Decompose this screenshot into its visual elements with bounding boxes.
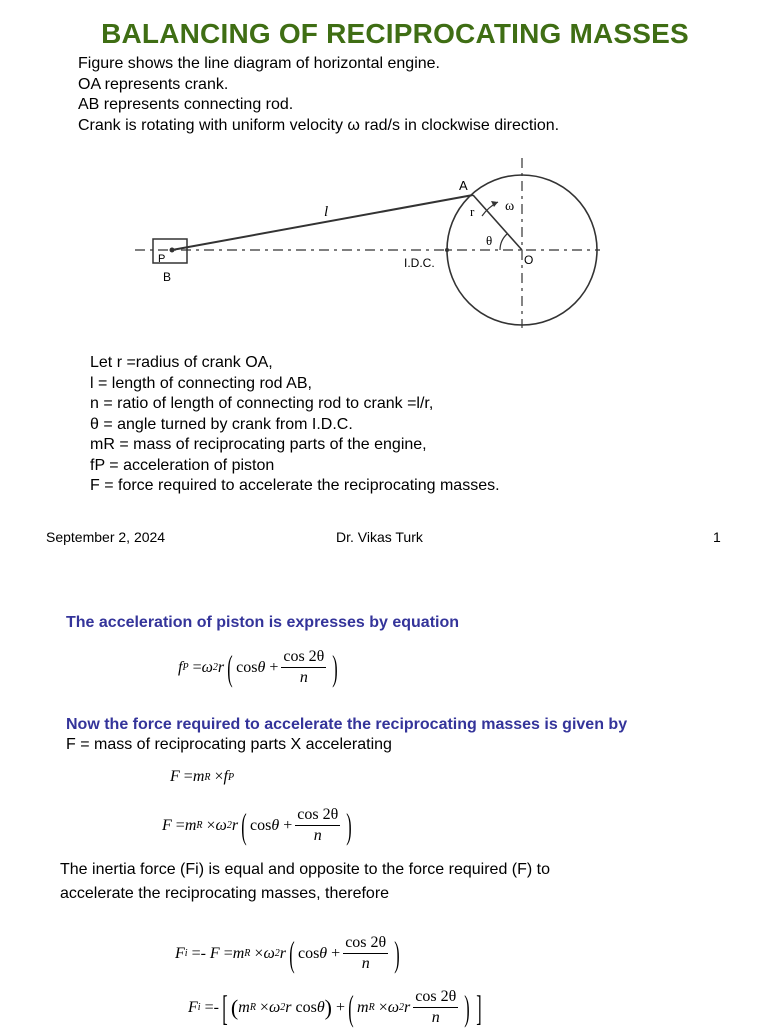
intro-line: Crank is rotating with uniform velocity ω rad/s in clockwise direction. — [78, 116, 560, 134]
label-b: B — [163, 270, 172, 284]
label-theta: θ — [486, 233, 493, 248]
definition-item: mR = mass of reciprocating parts of the engine, — [90, 436, 427, 453]
heading-force: Now the force required to accelerate the reciprocating masses is given by — [66, 716, 628, 733]
inertia-line-2: accelerate the reciprocating masses, therefore — [60, 885, 390, 902]
label-l: l — [324, 204, 329, 220]
label-a: A — [459, 178, 468, 193]
equation-force-2: F = m R × ω 2 r ( cos θ + $\frac{\cos 2\theta}{n}$ ) — [162, 805, 352, 846]
definition-item: fP = acceleration of piston — [90, 456, 275, 474]
equation-force-1: F = m R × f P — [170, 768, 235, 785]
label-omega: ω — [505, 199, 515, 214]
equation-acceleration: f P = ω 2 r ( cos θ + $\frac{\cos 2\theta}{n}$ ) — [178, 647, 339, 688]
intro-text — [78, 54, 559, 136]
definition-item: θ = angle turned by crank from I.D.C. — [90, 415, 353, 433]
footer-author: Dr. Vikas Turk — [336, 529, 423, 545]
definition-item: Let r =radius of crank OA, — [90, 354, 273, 371]
force-description: F = mass of reciprocating parts X accelerating — [66, 736, 392, 753]
definition-item: l = length of connecting rod AB, — [90, 374, 312, 392]
crank-oa — [473, 195, 522, 250]
equation-inertia-2: F i =- [ ( m R × ω 2 r cos θ ) + ( m R × ω 2 r $\frac{\cos 2\theta}{n}$ ) ] — [188, 987, 482, 1028]
intro-line: OA represents crank. — [78, 75, 229, 93]
definition-item: n = ratio of length of connecting rod to crank =l/r, — [90, 395, 434, 412]
idc-point — [445, 248, 449, 252]
footer-date: September 2, 2024 — [46, 529, 166, 545]
connecting-rod — [172, 195, 473, 250]
inertia-text — [60, 858, 550, 906]
label-idc: I.D.C. — [404, 256, 435, 270]
definitions-list — [90, 353, 500, 497]
footer-page-number: 1 — [713, 529, 721, 545]
label-o: O — [524, 253, 534, 267]
definition-item: F = force required to accelerate the reciprocating masses. — [90, 477, 500, 494]
label-r: r — [470, 204, 475, 219]
heading-acceleration: The acceleration of piston is expresses by equation — [66, 614, 460, 631]
intro-line: AB represents connecting rod. — [78, 96, 294, 113]
theta-arc — [500, 234, 507, 250]
equation-inertia-1: F i =- F = m R × ω 2 r ( cos θ + $\frac{\cos 2\theta}{n}$ ) — [175, 933, 400, 974]
inertia-line-1: The inertia force (Fi) is equal and opposite to the force required (F) to — [60, 861, 551, 878]
intro-line: Figure shows the line diagram of horizontal engine. — [78, 55, 440, 72]
label-p: P — [158, 253, 166, 265]
engine-line-diagram — [120, 150, 620, 340]
slide-title: BALANCING OF RECIPROCATING MASSES — [101, 18, 689, 49]
